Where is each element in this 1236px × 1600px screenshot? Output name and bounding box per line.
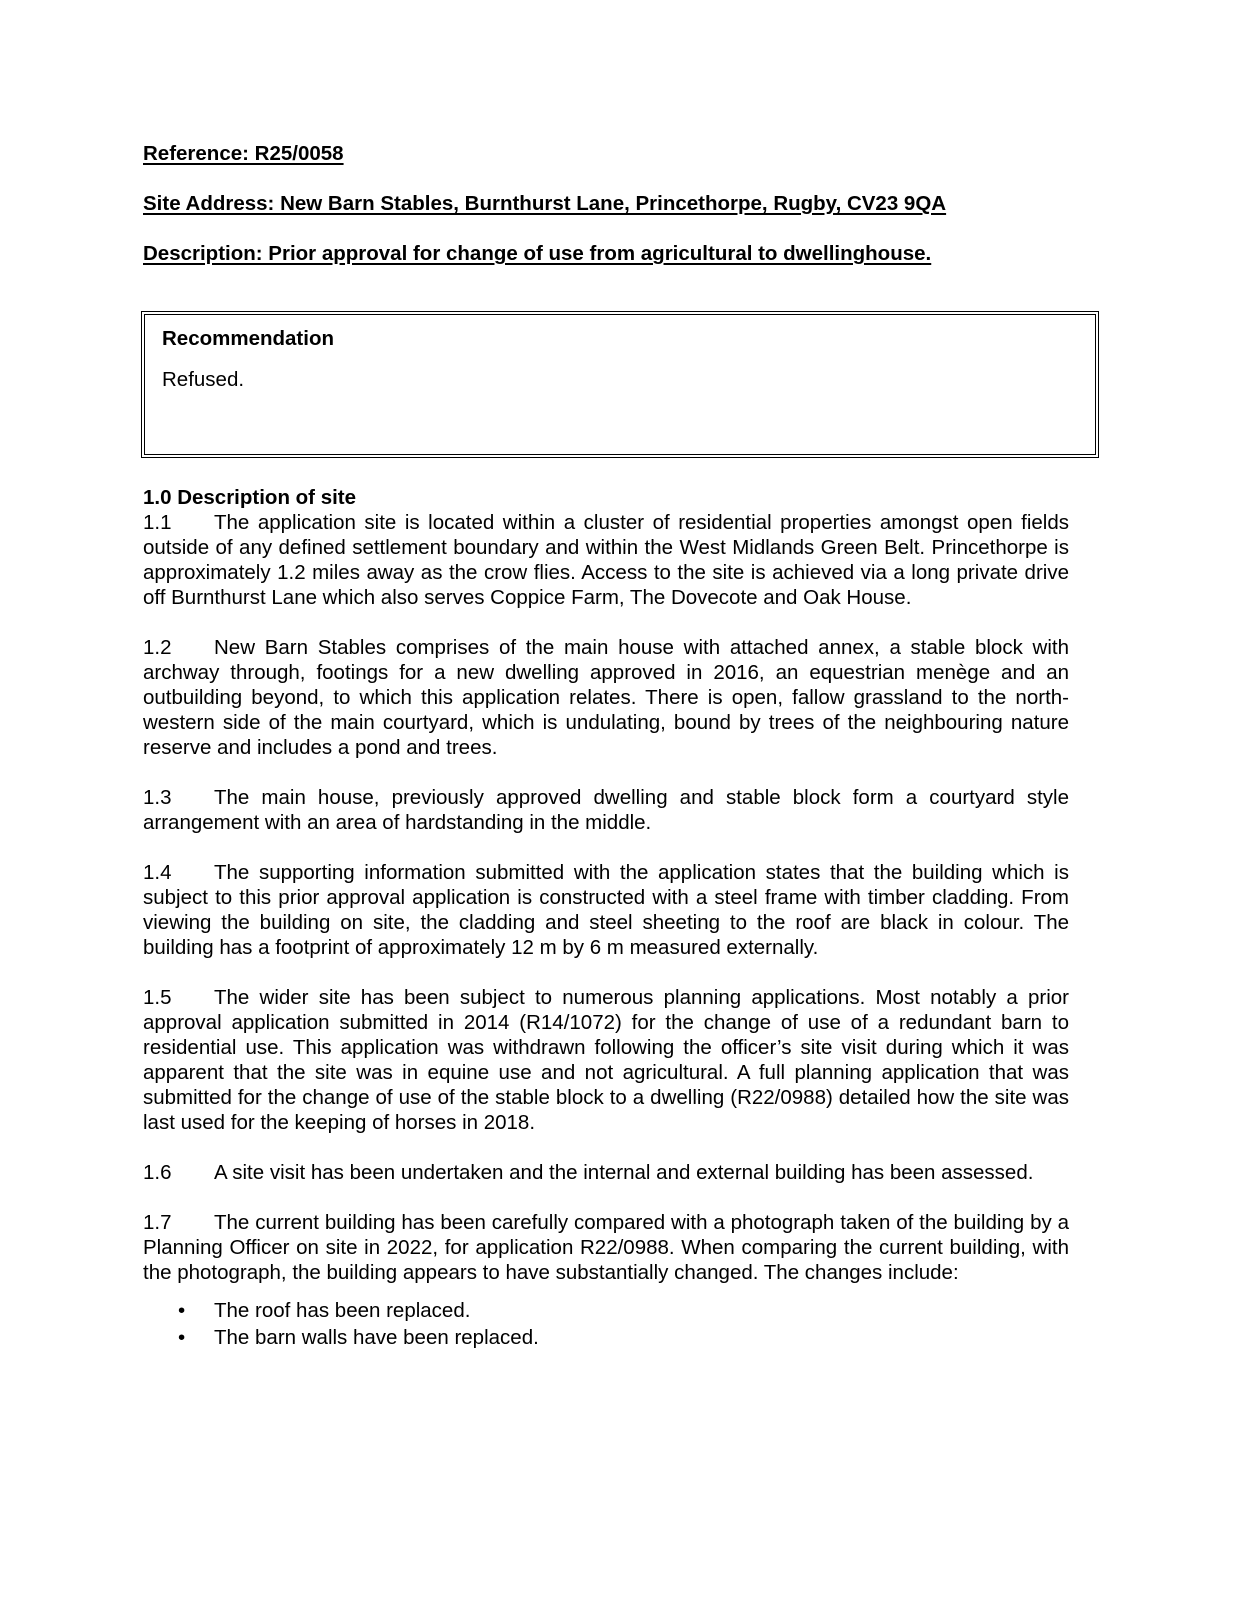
bullet-icon: •: [178, 1299, 186, 1322]
paragraph-text: The current building has been carefully compared with a photograph taken of the building by a Planning Officer on site in 2022, for application R22/0988. When comparing the current building, with the photograph, the building appears to have substantially changed. The changes include:: [143, 1211, 1069, 1284]
paragraph-text: The supporting information submitted with the application states that the building which is subject to this prior approval application is constructed with a steel frame with timber cladding. From viewing the building on site, the cladding and steel sheeting to the roof are black in colour. The building has a footprint of approximately 12 m by 6 m measured externally.: [143, 861, 1069, 959]
paragraph-number: 1.6: [143, 1161, 172, 1184]
paragraph-1-5: [143, 985, 1069, 1135]
recommendation-value: Refused.: [162, 368, 245, 391]
paragraph-number: 1.3: [143, 786, 172, 809]
paragraph-text: A site visit has been undertaken and the internal and external building has been assessed.: [214, 1161, 1034, 1184]
paragraph-number: 1.4: [143, 861, 172, 884]
section-title: 1.0 Description of site: [143, 486, 357, 509]
paragraph-text: The main house, previously approved dwelling and stable block form a courtyard style arrangement with an area of hardstanding in the middle.: [143, 786, 1069, 834]
paragraph-1-6: [143, 1160, 1069, 1185]
paragraph-number: 1.5: [143, 986, 172, 1009]
paragraph-1-4: [143, 860, 1069, 960]
paragraph-number: 1.2: [143, 636, 172, 659]
bullet-icon: •: [178, 1326, 186, 1349]
recommendation-box: [141, 311, 1099, 458]
paragraph-number: 1.1: [143, 511, 172, 534]
paragraph-1-2: [143, 635, 1069, 760]
changes-list: [143, 1297, 1069, 1351]
paragraph-1-7: [143, 1210, 1069, 1285]
site-address-heading: Site Address: New Barn Stables, Burnthurst Lane, Princethorpe, Rugby, CV23 9QA: [143, 192, 947, 215]
paragraph-text: New Barn Stables comprises of the main house with attached annex, a stable block with archway through, footings for a new dwelling approved in 2016, an equestrian menège and an outbuilding beyond, to which this application relates. There is open, fallow grassland to the north-western side of the main courtyard, which is undulating, bound by trees of the neighbouring nature reserve and includes a pond and trees.: [143, 636, 1069, 759]
document-header: [143, 140, 1069, 290]
paragraph-1-1: [143, 510, 1069, 610]
list-item: • The barn walls have been replaced.: [178, 1326, 539, 1349]
reference-heading: Reference: R25/0058: [143, 142, 344, 165]
description-heading: Description: Prior approval for change of use from agricultural to dwellinghouse.: [143, 242, 932, 265]
list-item: • The roof has been replaced.: [178, 1299, 471, 1322]
paragraph-text: The wider site has been subject to numerous planning applications. Most notably a prior approval application submitted in 2014 (R14/1072) for the change of use of a redundant barn to residential use. This application was withdrawn following the officer’s site visit during which it was apparent that the site was in equine use and not agricultural. A full planning application that was submitted for the change of use of the stable block to a dwelling (R22/0988) detailed how the site was last used for the keeping of horses in 2018.: [143, 986, 1069, 1134]
section-description-of-site: [143, 485, 1069, 1351]
recommendation-title: Recommendation: [162, 327, 334, 350]
paragraph-number: 1.7: [143, 1211, 172, 1234]
paragraph-text: The application site is located within a cluster of residential properties amongst open fields outside of any defined settlement boundary and within the West Midlands Green Belt. Princethorpe is approximately 1.2 miles away as the crow flies. Access to the site is achieved via a long private drive off Burnthurst Lane which also serves Coppice Farm, The Dovecote and Oak House.: [143, 511, 1069, 609]
paragraph-1-3: [143, 785, 1069, 835]
